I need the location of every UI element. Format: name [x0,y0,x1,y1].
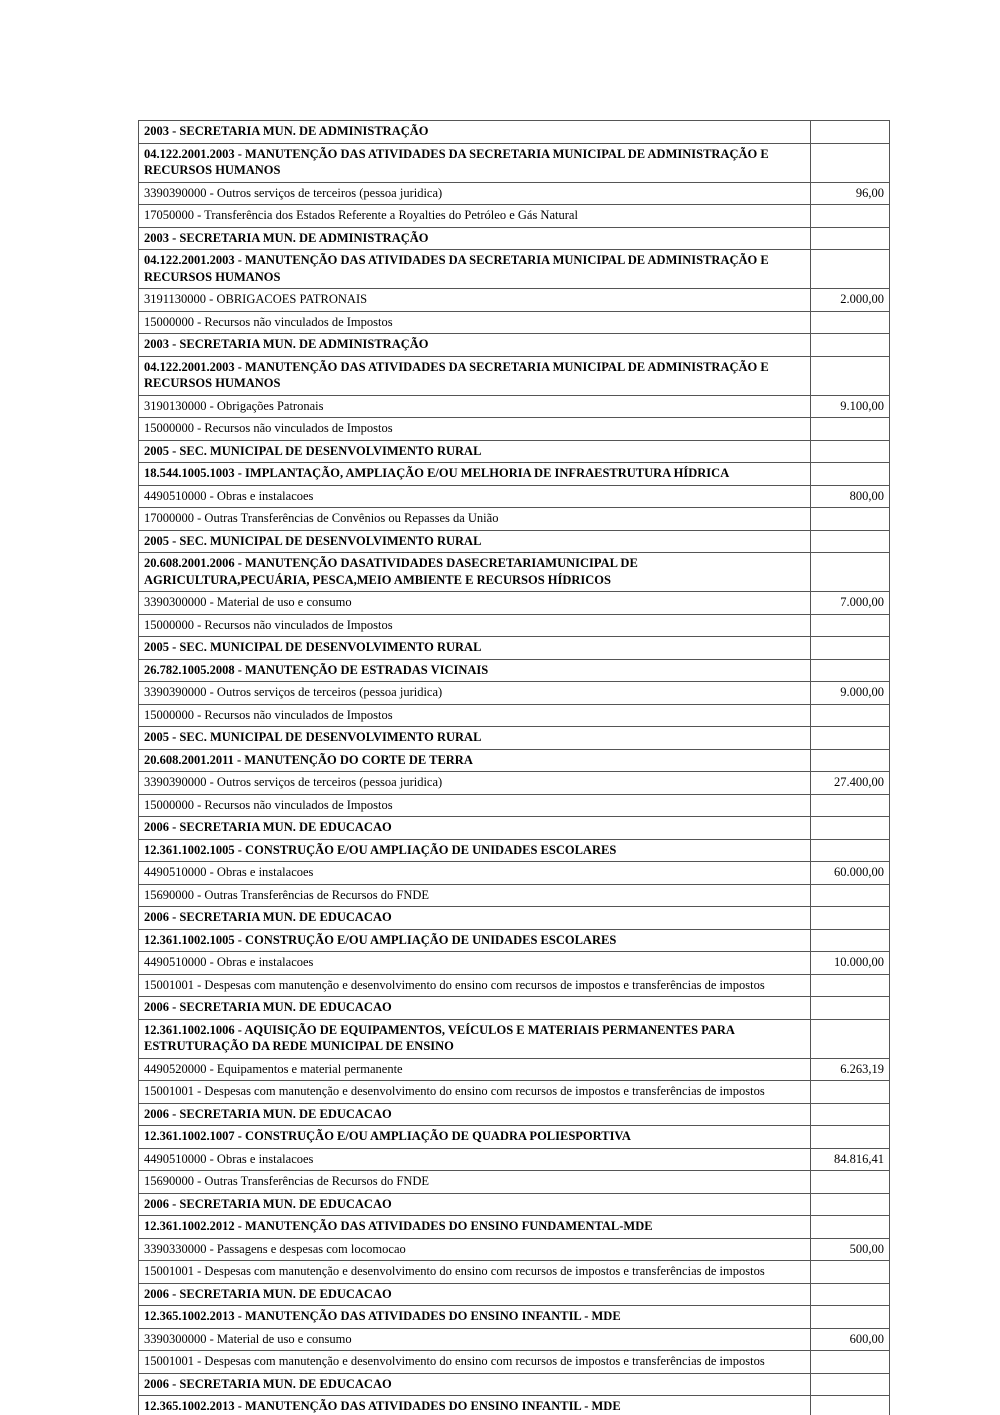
row-value [811,553,889,591]
row-description: 15001001 - Despesas com manutenção e desenvolvimento do ensino com recursos de impostos e transferências de impostos [139,1351,811,1373]
table-row [138,749,890,773]
row-description: 4490510000 - Obras e instalacoes [139,1149,811,1171]
table-row [138,839,890,863]
row-description: 04.122.2001.2003 - MANUTENÇÃO DAS ATIVIDADES DA SECRETARIA MUNICIPAL DE ADMINISTRAÇÃO E RECURSOS HUMANOS [139,144,811,182]
row-description: 3390390000 - Outros serviços de terceiros (pessoa juridica) [139,772,811,794]
row-description: 15690000 - Outras Transferências de Recursos do FNDE [139,1171,811,1193]
row-value: 60.000,00 [834,865,884,879]
table-row [138,249,890,289]
row-value: 27.400,00 [834,775,884,789]
row-value [811,228,889,250]
table-row [138,794,890,818]
row-value [811,997,889,1019]
row-value: 500,00 [849,1241,884,1256]
row-value: 6.263,19 [840,1061,884,1076]
table-row [138,1238,890,1262]
row-value [811,418,889,440]
row-value [811,508,889,530]
row-value [811,121,889,143]
table-row [138,1373,890,1397]
row-value: 9.100,00 [840,398,884,413]
row-description: 3191130000 - OBRIGACOES PATRONAIS [139,289,811,311]
row-value [811,1194,889,1216]
table-row [138,591,890,615]
table-row [138,552,890,592]
row-description: 2003 - SECRETARIA MUN. DE ADMINISTRAÇÃO [139,121,811,143]
row-description: 20.608.2001.2006 - MANUTENÇÃO DASATIVIDADES DASECRETARIAMUNICIPAL DE AGRICULTURA,PECUÁRIA, PESCA,MEIO AMBIENTE E RECURSOS HÍDRICOS [139,553,811,591]
table-row [138,974,890,998]
row-value [811,1396,889,1415]
row-description: 2005 - SEC. MUNICIPAL DE DESENVOLVIMENTO RURAL [139,441,811,463]
table-row [138,726,890,750]
row-description: 2006 - SECRETARIA MUN. DE EDUCACAO [139,1104,811,1126]
row-value [811,795,889,817]
row-value [811,312,889,334]
table-row [138,884,890,908]
table-row [138,1260,890,1284]
row-description: 12.361.1002.1007 - CONSTRUÇÃO E/OU AMPLIAÇÃO DE QUADRA POLIESPORTIVA [139,1126,811,1148]
row-value: 9.000,00 [840,685,884,699]
row-description: 15000000 - Recursos não vinculados de Impostos [139,615,811,637]
row-description: 3390300000 - Material de uso e consumo [139,592,811,614]
row-value [811,441,889,463]
row-value: 10.000,00 [834,955,884,969]
table-row [138,182,890,206]
table-row [138,1080,890,1104]
row-description: 15001001 - Despesas com manutenção e desenvolvimento do ensino com recursos de impostos e transferências de impostos [139,1081,811,1103]
row-description: 2005 - SEC. MUNICIPAL DE DESENVOLVIMENTO RURAL [139,727,811,749]
table-row [138,417,890,441]
row-description: 2003 - SECRETARIA MUN. DE ADMINISTRAÇÃO [139,334,811,356]
table-row [138,1125,890,1149]
row-value [811,334,889,356]
row-value [811,1126,889,1148]
row-value [811,817,889,839]
row-description: 17000000 - Outras Transferências de Convênios ou Repasses da União [139,508,811,530]
row-value [811,1104,889,1126]
row-value: 2.000,00 [840,292,884,306]
table-row [138,704,890,728]
table-row [138,1395,890,1415]
row-value [811,885,889,907]
table-row [138,1170,890,1194]
row-value [811,144,889,182]
row-value [811,1374,889,1396]
table-row [138,356,890,396]
table-row [138,1283,890,1307]
row-description: 15000000 - Recursos não vinculados de Impostos [139,705,811,727]
row-description: 17050000 - Transferência dos Estados Referente a Royalties do Petróleo e Gás Natural [139,205,811,227]
table-row [138,1215,890,1239]
row-description: 04.122.2001.2003 - MANUTENÇÃO DAS ATIVIDADES DA SECRETARIA MUNICIPAL DE ADMINISTRAÇÃO E RECURSOS HUMANOS [139,357,811,395]
row-description: 12.361.1002.1005 - CONSTRUÇÃO E/OU AMPLIAÇÃO DE UNIDADES ESCOLARES [139,930,811,952]
row-description: 2006 - SECRETARIA MUN. DE EDUCACAO [139,997,811,1019]
table-row [138,1103,890,1127]
row-value [811,840,889,862]
row-value: 800,00 [849,488,884,503]
row-value [811,1216,889,1238]
table-row [138,614,890,638]
table-row [138,440,890,464]
row-value [811,1261,889,1283]
table-row [138,1148,890,1172]
row-description: 3390390000 - Outros serviços de terceiros (pessoa juridica) [139,183,811,205]
table-row [138,951,890,975]
table-row [138,1058,890,1082]
row-value [811,1284,889,1306]
row-value [811,1171,889,1193]
row-description: 12.365.1002.2013 - MANUTENÇÃO DAS ATIVIDADES DO ENSINO INFANTIL - MDE [139,1306,811,1328]
row-description: 2006 - SECRETARIA MUN. DE EDUCACAO [139,817,811,839]
table-row [138,1328,890,1352]
row-value [811,975,889,997]
row-description: 2005 - SEC. MUNICIPAL DE DESENVOLVIMENTO RURAL [139,531,811,553]
table-row [138,1193,890,1217]
row-value [811,1306,889,1328]
table-row [138,311,890,335]
table-row [138,996,890,1020]
row-description: 04.122.2001.2003 - MANUTENÇÃO DAS ATIVIDADES DA SECRETARIA MUNICIPAL DE ADMINISTRAÇÃO E RECURSOS HUMANOS [139,250,811,288]
row-description: 20.608.2001.2011 - MANUTENÇÃO DO CORTE DE TERRA [139,750,811,772]
table-row [138,485,890,509]
table-row [138,636,890,660]
table-row [138,1350,890,1374]
table-row [138,1305,890,1329]
table-row [138,681,890,705]
table-row [138,816,890,840]
row-description: 4490510000 - Obras e instalacoes [139,486,811,508]
row-value [811,660,889,682]
row-value [811,705,889,727]
row-description: 15001001 - Despesas com manutenção e desenvolvimento do ensino com recursos de impostos e transferências de impostos [139,975,811,997]
row-description: 3190130000 - Obrigações Patronais [139,396,811,418]
table-row [138,507,890,531]
table-row [138,906,890,930]
row-description: 2003 - SECRETARIA MUN. DE ADMINISTRAÇÃO [139,228,811,250]
row-value [811,357,889,395]
row-description: 12.361.1002.1005 - CONSTRUÇÃO E/OU AMPLIAÇÃO DE UNIDADES ESCOLARES [139,840,811,862]
row-value: 7.000,00 [840,595,884,609]
row-description: 26.782.1005.2008 - MANUTENÇÃO DE ESTRADAS VICINAIS [139,660,811,682]
row-value [811,727,889,749]
table-row [138,462,890,486]
table-row [138,659,890,683]
row-value [811,637,889,659]
table-row [138,288,890,312]
row-description: 4490510000 - Obras e instalacoes [139,862,811,884]
row-description: 2006 - SECRETARIA MUN. DE EDUCACAO [139,1194,811,1216]
row-value: 96,00 [855,185,884,200]
row-value [811,463,889,485]
table-row [138,771,890,795]
row-description: 3390390000 - Outros serviços de terceiros (pessoa juridica) [139,682,811,704]
row-description: 15001001 - Despesas com manutenção e desenvolvimento do ensino com recursos de impostos e transferências de impostos [139,1261,811,1283]
row-description: 2006 - SECRETARIA MUN. DE EDUCACAO [139,1374,811,1396]
row-description: 2005 - SEC. MUNICIPAL DE DESENVOLVIMENTO RURAL [139,637,811,659]
row-value [811,615,889,637]
row-description: 2006 - SECRETARIA MUN. DE EDUCACAO [139,907,811,929]
table-row [138,120,890,144]
row-value [811,1081,889,1103]
row-description: 15000000 - Recursos não vinculados de Impostos [139,795,811,817]
row-value [811,907,889,929]
row-description: 15000000 - Recursos não vinculados de Impostos [139,418,811,440]
row-description: 12.361.1002.1006 - AQUISIÇÃO DE EQUIPAMENTOS, VEÍCULOS E MATERIAIS PERMANENTES PARA ESTRUTURAÇÃO DA REDE MUNICIPAL DE ENSINO [139,1020,811,1058]
row-value [811,930,889,952]
row-description: 12.365.1002.2013 - MANUTENÇÃO DAS ATIVIDADES DO ENSINO INFANTIL - MDE [139,1396,811,1415]
row-value: 600,00 [849,1331,884,1346]
row-description: 4490510000 - Obras e instalacoes [139,952,811,974]
row-description: 15690000 - Outras Transferências de Recursos do FNDE [139,885,811,907]
row-description: 15000000 - Recursos não vinculados de Impostos [139,312,811,334]
row-value [811,1020,889,1058]
table-row [138,227,890,251]
table-row [138,143,890,183]
row-value [811,250,889,288]
row-value: 84.816,41 [834,1151,884,1166]
budget-table [138,120,890,1415]
table-row [138,1019,890,1059]
table-row [138,530,890,554]
table-row [138,395,890,419]
table-row [138,333,890,357]
table-row [138,204,890,228]
row-description: 18.544.1005.1003 - IMPLANTAÇÃO, AMPLIAÇÃO E/OU MELHORIA DE INFRAESTRUTURA HÍDRICA [139,463,811,485]
row-value [811,750,889,772]
row-description: 12.361.1002.2012 - MANUTENÇÃO DAS ATIVIDADES DO ENSINO FUNDAMENTAL-MDE [139,1216,811,1238]
row-description: 2006 - SECRETARIA MUN. DE EDUCACAO [139,1284,811,1306]
table-row [138,929,890,953]
row-value [811,531,889,553]
table-row [138,861,890,885]
row-description: 3390330000 - Passagens e despesas com locomocao [139,1239,811,1261]
row-description: 4490520000 - Equipamentos e material permanente [139,1059,811,1081]
row-value [811,205,889,227]
row-value [811,1351,889,1373]
row-description: 3390300000 - Material de uso e consumo [139,1329,811,1351]
